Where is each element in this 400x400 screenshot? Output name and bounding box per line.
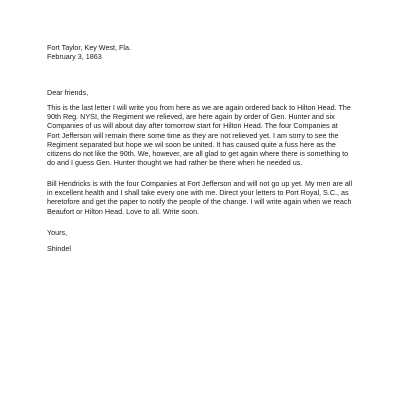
paragraph-line: 90th Reg. NYSI, the Regiment we relieved, are here again by order of Gen. Hunter and six [47,112,335,122]
letter-signature: Shindel [47,244,71,253]
letter-salutation: Dear friends, [47,88,89,97]
paragraph-line: Regiment separated but hope we wil soon be united. It has caused quite a fuss here as the [47,139,336,149]
letter-place: Fort Taylor, Key West, Fla. [47,43,132,52]
paragraph-line: heretofore and get the paper to notify the people of the change. I will write again when we reach [47,197,352,207]
paragraph-line: This is the last letter I will write you from here as we are again ordered back to Hilton Head. The [47,103,351,112]
paragraph-line: Bill Hendricks is with the four Companies at Fort Jefferson and will not go up yet. My men are all [47,179,353,188]
letter-date: February 3, 1863 [47,52,102,62]
paragraph-line: Beaufort or Hilton Head. Love to all. Write soon. [47,206,200,216]
letter-header [47,43,367,61]
paragraph-line: citizens do not like the 90th. We, however, are all glad to get again where there is something to [47,149,349,159]
paragraph-line: Fort Jefferson will remain there some time as they are not relieved yet. I am sorry to see the [47,130,339,140]
paragraph-line: in excellent health and I shall take every one with me. Direct your letters to Port Royal, S.C., as [47,188,349,198]
paragraph-line: do and I guess Gen. Hunter thought we had rather be there when he needed us. [47,158,303,168]
letter-closing: Yours, [47,228,68,237]
letter-paragraph-1 [47,103,367,167]
letter-paragraph-2 [47,179,367,216]
paragraph-line: Companies of us will about day after tomorrow start for Hilton Head. The four Companies at [47,121,338,131]
